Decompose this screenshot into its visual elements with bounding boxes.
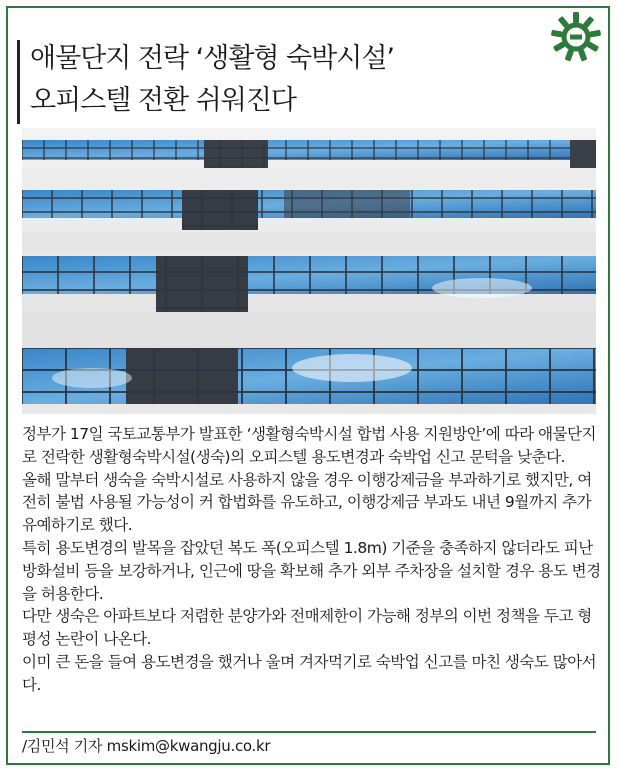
paragraph-1: 정부가 17일 국토교통부가 발표한 ‘생활형숙박시설 합법 사용 지원방안’에 따라 애물단지로 전락한 생활형숙박시설(생숙)의 오피스텔 용도변경과 숙박업 신고 문턱을 낮춘다. (22, 425, 596, 466)
paragraph-4: 다만 생숙은 아파트보다 저렴한 분양가와 전매제한이 가능해 정부의 이번 정책을 두고 형평성 논란이 나온다. (22, 607, 592, 649)
headline-line-1: 애물단지 전락 ‘생활형 숙박시설’ (30, 43, 394, 74)
headline (30, 38, 530, 122)
reporter-byline: /김민석 기자 mskim@kwangju.co.kr (22, 737, 271, 755)
footer-divider (22, 731, 596, 733)
article-body (22, 423, 602, 697)
paragraph-3: 특히 용도변경의 발목을 잡았던 복도 폭(오피스텔 1.8m) 기준을 충족하지 않더라도 피난방화설비 등을 보강하거나, 인근에 땅을 확보해 추가 외부 주차장을 설치할 경우 용도 변경을 허용한다. (22, 538, 601, 603)
paragraph-2: 올해 말부터 생숙을 숙박시설로 사용하지 않을 경우 이행강제금을 부과하기로 했지만, 여전히 불법 사용될 가능성이 커 합법화를 유도하고, 이행강제금 부과도 내년 9월까지 추가 유예하기로 했다. (22, 470, 592, 535)
title-accent-bar (17, 40, 20, 124)
headline-line-2: 오피스텔 전환 쉬워진다 (30, 85, 296, 116)
paragraph-5: 이미 큰 돈을 들여 용도변경을 했거나 울며 겨자먹기로 숙박업 신고를 마친 생숙도 많아서다. (22, 652, 597, 694)
newspaper-logo-icon (549, 10, 603, 64)
building-photo (22, 128, 596, 414)
